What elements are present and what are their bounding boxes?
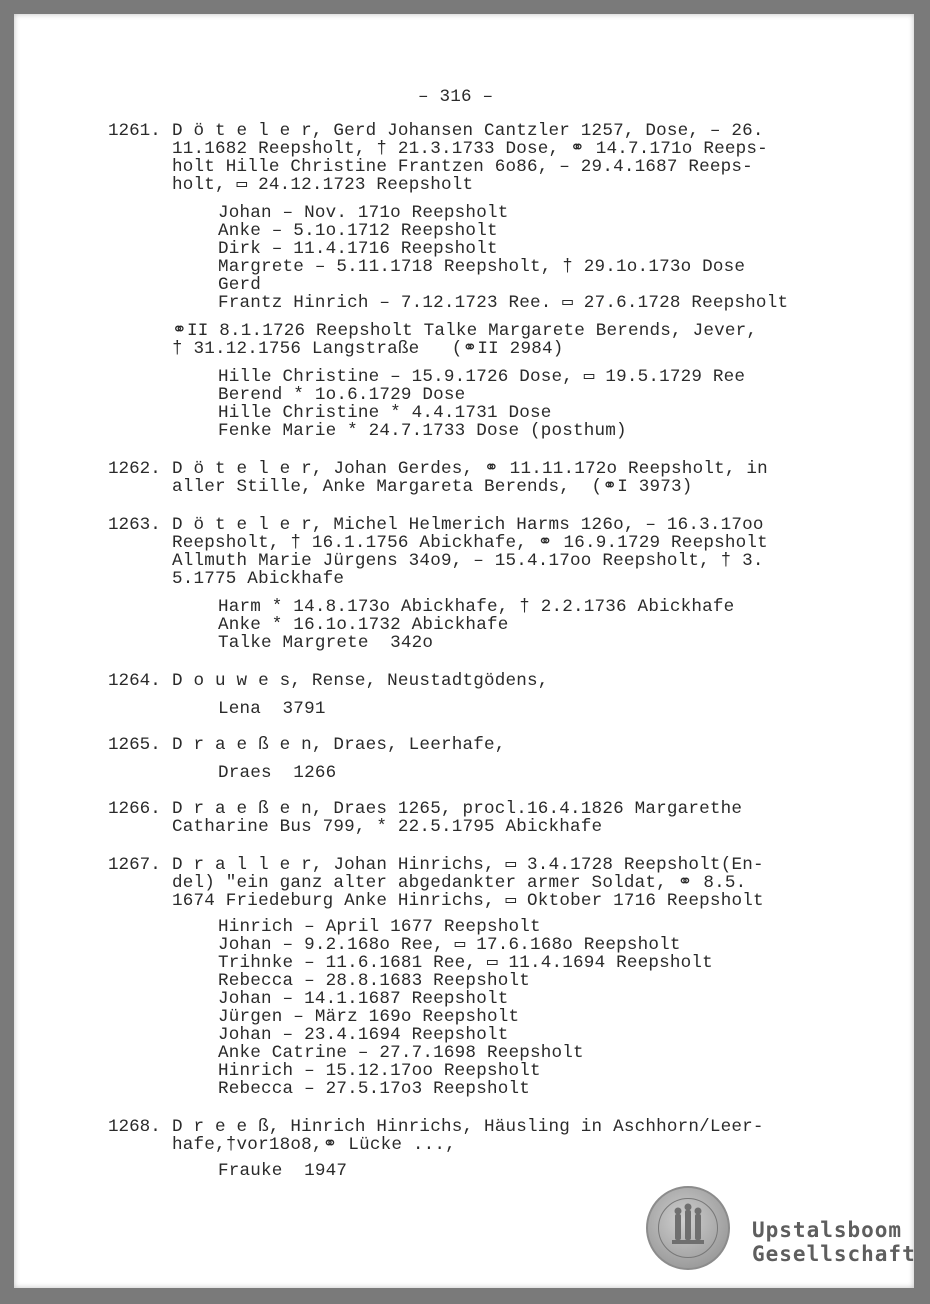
entry-number: 1262.	[108, 459, 161, 479]
child-line: Rebecca – 28.8.1683 Reepsholt	[218, 971, 530, 991]
child-line: Hille Christine * 4.4.1731 Dose	[218, 403, 552, 423]
entry-line: holt Hille Christine Frantzen 6o86, – 29.4.1687 Reeps-	[172, 157, 753, 177]
entry-line: D ö t e l e r, Michel Helmerich Harms 126o, – 16.3.17oo	[172, 515, 764, 535]
child-line: Rebecca – 27.5.17o3 Reepsholt	[218, 1079, 530, 1099]
entry-line: 1674 Friedeburg Anke Hinrichs, ▭ Oktober 1716 Reepsholt	[172, 891, 764, 911]
child-line: Fenke Marie * 24.7.1733 Dose (posthum)	[218, 421, 627, 441]
child-line: Harm * 14.8.173o Abickhafe, † 2.2.1736 Abickhafe	[218, 597, 735, 617]
child-line: Anke * 16.1o.1732 Abickhafe	[218, 615, 509, 635]
entry-number: 1265.	[108, 735, 161, 755]
entry-number: 1268.	[108, 1117, 161, 1137]
entry-line: D r e e ß, Hinrich Hinrichs, Häusling in Aschhorn/Leer-	[172, 1117, 764, 1137]
entry-line: Catharine Bus 799, * 22.5.1795 Abickhafe	[172, 817, 603, 837]
entry-number: 1267.	[108, 855, 161, 875]
logo-text-line2: Gesellschaft	[752, 1242, 916, 1266]
child-line: Johan – 9.2.168o Ree, ▭ 17.6.168o Reepsholt	[218, 935, 681, 955]
child-line: Margrete – 5.11.1718 Reepsholt, † 29.1o.173o Dose	[218, 257, 746, 277]
entry-line: Reepsholt, † 16.1.1756 Abickhafe, ⚭ 16.9.1729 Reepsholt	[172, 533, 768, 553]
entry-line: Allmuth Marie Jürgens 34o9, – 15.4.17oo Reepsholt, † 3.	[172, 551, 764, 571]
child-line: Hinrich – April 1677 Reepsholt	[218, 917, 541, 937]
child-line: Dirk – 11.4.1716 Reepsholt	[218, 239, 498, 259]
entry-number: 1261.	[108, 121, 161, 141]
entry-line: D ö t e l e r, Johan Gerdes, ⚭ 11.11.172o Reepsholt, in	[172, 459, 768, 479]
marriage-line: † 31.12.1756 Langstraße (⚭II 2984)	[172, 339, 564, 359]
entry-line: D r a e ß e n, Draes 1265, procl.16.4.1826 Margarethe	[172, 799, 743, 819]
child-line: Johan – 23.4.1694 Reepsholt	[218, 1025, 509, 1045]
entry-number: 1266.	[108, 799, 161, 819]
child-line: Lena 3791	[218, 699, 326, 719]
entry-line: D r a e ß e n, Draes, Leerhafe,	[172, 735, 506, 755]
child-line: Frauke 1947	[218, 1161, 348, 1181]
entry-line: aller Stille, Anke Margareta Berends, (⚭I 3973)	[172, 477, 693, 497]
entry-line: holt, ▭ 24.12.1723 Reepsholt	[172, 175, 474, 195]
child-line: Johan – 14.1.1687 Reepsholt	[218, 989, 509, 1009]
child-line: Berend * 1o.6.1729 Dose	[218, 385, 466, 405]
child-line: Talke Margrete 342o	[218, 633, 434, 653]
entry-number: 1264.	[108, 671, 161, 691]
entry-line: hafe,†vor18o8,⚭ Lücke ...,	[172, 1135, 456, 1155]
entry-line: 5.1775 Abickhafe	[172, 569, 345, 589]
child-line: Hille Christine – 15.9.1726 Dose, ▭ 19.5.1729 Ree	[218, 367, 746, 387]
child-line: Jürgen – März 169o Reepsholt	[218, 1007, 520, 1027]
child-line: Anke Catrine – 27.7.1698 Reepsholt	[218, 1043, 584, 1063]
marriage-line: ⚭II 8.1.1726 Reepsholt Talke Margarete Berends, Jever,	[172, 321, 758, 341]
child-line: Anke – 5.1o.1712 Reepsholt	[218, 221, 498, 241]
entry-line: D r a l l e r, Johan Hinrichs, ▭ 3.4.1728 Reepsholt(En-	[172, 855, 764, 875]
child-line: Frantz Hinrich – 7.12.1723 Ree. ▭ 27.6.1728 Reepsholt	[218, 293, 789, 313]
page-number: – 316 –	[418, 87, 494, 107]
child-line: Gerd	[218, 275, 262, 295]
entry-line: 11.1682 Reepsholt, † 21.3.1733 Dose, ⚭ 14.7.171o Reeps-	[172, 139, 768, 159]
entry-line: D ö t e l e r, Gerd Johansen Cantzler 1257, Dose, – 26.	[172, 121, 764, 141]
child-line: Hinrich – 15.12.17oo Reepsholt	[218, 1061, 541, 1081]
child-line: Johan – Nov. 171o Reepsholt	[218, 203, 509, 223]
entry-number: 1263.	[108, 515, 161, 535]
seal-emblem-icon	[646, 1186, 730, 1270]
logo-text-line1: Upstalsboom	[752, 1218, 903, 1242]
entry-line: D o u w e s, Rense, Neustadtgödens,	[172, 671, 549, 691]
entry-line: del) "ein ganz alter abgedankter armer Soldat, ⚭ 8.5.	[172, 873, 747, 893]
child-line: Trihnke – 11.6.1681 Ree, ▭ 11.4.1694 Reepsholt	[218, 953, 713, 973]
child-line: Draes 1266	[218, 763, 337, 783]
